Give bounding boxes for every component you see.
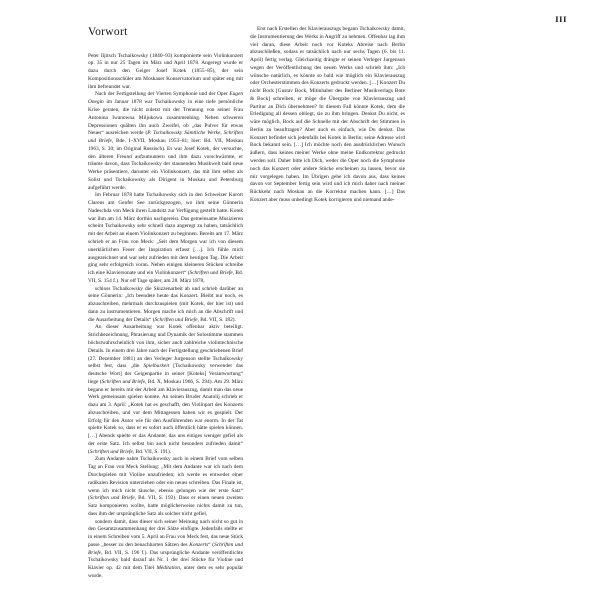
body-paragraph xyxy=(88,519,243,581)
body-paragraph xyxy=(88,286,243,325)
page-content xyxy=(88,26,567,582)
text-run: Nach der Fertigstellung der Vierten Symphonie und der Oper xyxy=(95,91,230,98)
italic-run: Schriften und Briefe xyxy=(154,316,198,323)
text-run: , Bd. VII, S. 182). xyxy=(197,316,236,323)
text-run: , Bd. VII, S. 154 f.). Nur elf Tage später, am 28. März 1878, xyxy=(88,270,244,284)
text-run: Peter Iljitsch Tschaikowsky (1840–93) komponierte sein Violinkonzert op. 35 in nur 25 Tagen im März und April 1878. Angeregt wurde er dazu durch den Geiger Josef Kotek (1855–85), der sein Kompositionsschüler am Moskauer Konservatorium und später eng mit ihm befreundet war. xyxy=(88,52,243,90)
italic-run: Spielbarkeit xyxy=(143,363,170,370)
text-run: , Bd. VII, S. 192). Dass er einen neuen zweiten Satz komponieren wollte, hatte möglicherweise nichts damit zu tun, dass ihm der ursprüngliche Satz als solcher nicht gefiel, xyxy=(88,495,243,517)
italic-run: Konzerts xyxy=(189,541,209,548)
text-run: , Bd. VII, S. 196 f.). Das ursprüngliche Andante veröffentlichte Tschaikowsky bald darauf als Nr. 1 der drei Stücke für Violine und Klavier op. 42 mit dem Titel xyxy=(88,549,243,572)
text-run: Erst nach Erstellen des Klavierauszugs begann Tschaikowsky damit, die Instrumentierung des Werks in Angriff zu nehmen. Offenbar lag ihm viel daran, diese Arbeit noch vor Koteks Abreise nach Berlin abzuschließen, sodass er tatsächlich nach nur sechs Tagen (6. bis 11. April) fertig verlag. Gleichzeitig drängte er seinen Verleger Jurgenson wegen der Veröffentlichung des neuen Werks und schrieb ihm: „Ich wünsche natürlich, es könnte so bald wie möglich ein Klavierauszug oder Orchesterstimmen des Konzerts gedruckt werden. […] Konzert Du nicht Bock [Gustav Bock, Mitinhaber des Berliner Musikverlags Bote & Bock] schreiben, er möge die Übergabe von Klavierauszug und Partitur an Dich übernehmen? In diesem Fall könnte Kotek, dem die Erledigung all dessen obliegt, sie zu ihm bringen. Denkst Du nicht, es wäre möglich, Bock auf die Schnelle mit der Abschrift der Stimmen in Berlin zu beauftragen? Aber auch es einfach, wie Du denkst. Das Konzert befindet sich jedenfalls bei Kotek in Berlin; seine Adresse wird Bock bekannt sein. […] Ich möchte noch den ausdrücklichen Wunsch äußern, dass keines meiner Werke ohne meine Endkorrektur gedruckt werden soll. Daher bitte ich Dich, weder die Oper noch die Symphonie noch das Konzert oder andere Stücke erscheinen zu lassen, bevor sie mir vorgelegen haben. Im Übrigen gehe ich davon aus, dass keines davon vor September fertig sein wird und ich mich daher nach meiner Rückkehr nach Moskau an die Korrektur machen kann. […] Das Konzert aber muss unbedingt Kotek korrigieren und niemand ande- xyxy=(250,26,405,203)
italic-run: Schriften und Briefe xyxy=(89,448,133,455)
text-run: [Tschaikowsky verwendet das deutsche Wort] der Geigenpartie in seiner [Koteks] Verantwortung“ liege ( xyxy=(88,363,243,385)
body-paragraph xyxy=(88,91,243,192)
italic-run: Schriften und Briefe xyxy=(89,495,135,502)
body-paragraph xyxy=(88,53,243,92)
body-paragraph xyxy=(250,26,405,205)
text-run: , Bd. X, Moskau 1966, S. 294). Am 29. März begann er bereits mit der Arbeit am Klavierauszug, damit man das neue Werk gemeinsam spielen konnte. An seinen Bruder Anatolij schrieb er dazu am 3. April: „Kotek hat es geschafft, den Violinpart des Konzerts abzuschreiben, und vor dem Mittagessen haben wir es gespielt. Der Erfolg für den Autor wie für den Ausführenden war enorm. In der Tat spielte Kotek so, dass er es sofort auch öffentlich hätte spielen können. […] Abends spielte er das Andante, das uns einiges weniger gefiel als der erste Satz. Ich selbst bin auch nicht besonders zufrieden damit“ ( xyxy=(88,378,243,455)
italic-run: Schriften und Briefe xyxy=(88,541,243,556)
text-run: Zum Andante nahm Tschaikowsky auch in einem Brief vom selben Tag an Frau von Meck Stellung: „Mit dem Andante war ich nach dem Durchspielen mit Violine unzufrieden; ich werde es entweder einer radikalen Revision unterziehen oder ein neues schreiben. Das Finale ist, wenn ich mich nicht täusche, ebenso gelungen wie der erste Satz“ ( xyxy=(88,456,243,502)
page-number: III xyxy=(555,14,567,24)
italic-run: P. Tschaikowsky Sämtliche Werke, Schriften und Briefe xyxy=(88,130,243,145)
text-run: , Bd. VII, S. 191). xyxy=(132,448,172,455)
page-title: Vorwort xyxy=(88,26,128,38)
body-paragraph xyxy=(88,456,243,518)
text-run: An dieser Ausarbeitung war Kotek offenbar aktiv beteiligt. Strichbezeichnung, Phrasierung und Dynamik der Solostimme stammen höchstwahrscheinlich von ihm, sicher auch zahlreiche violintechnische Details. In einem drei Jahre nach der Fertigstellung geschriebenen Brief (27. Dezember 1881) an den Verleger Jurgenson stellte Tschaikowsky selbst fest, dass „die xyxy=(88,324,243,370)
italic-run: Méditation xyxy=(156,565,180,572)
text-run: sondern damit, dass dieser sich seiner Meinung nach nicht so gut in den Gesamtzusammenhang der drei Sätze einfügte. Jedenfalls stellte er in einem Schreiben vom 5. April an Frau von Meck fest, das neue Stück passe „besser zu den benachbarten Sätzen des xyxy=(88,518,243,548)
text-run: im Januar 1878 war Tschaikowsky in eine tiefe persönliche Krise geraten, die nicht zuletzt mit der Trennung von seiner Frau Antonina Iwanowna Miljukowa zusammenhing. Neben schweren Depressionen quälten ihn auch Zweifel, ob „das Pulver für etwas Neues“ ausreichen werde ( xyxy=(88,99,243,137)
body-paragraph xyxy=(88,324,243,456)
body-paragraph xyxy=(88,192,243,285)
italic-run: Schriften und Briefe xyxy=(101,378,146,385)
text-run: “ ( xyxy=(208,541,215,548)
text-run: , Bde. I–XVII, Moskau 1953–81; hier: Bd. VII, Moskau 1963, S. 30; im Original Russisch). Es war Josef Kotek, der versuchte, den älteren Freund aufzumuntern und ihm dazu vorschwärmte, er träume davon, dass Tschaikowsky der staunenden Musikwelt bald neue Werke präsentiere, darunter ein Violinkonzert, das mit ihm selbst als Solist und Tschaikowsky als Dirigent in Moskau und Petersburg aufgeführt werde. xyxy=(88,138,243,191)
three-column-text-body xyxy=(88,26,567,582)
text-run: Im Februar 1878 hatte Tschaikowsky sich in den Schweizer Kurort Clarens am Genfer See zurückgezogen, wo ihm seine Gönnerin Nadeschda von Meck ihren Landsitz zur Verfügung gestellt hatte. Kotek war ihm am 14. März dorthin nachgereist. Das gemeinsame Musizieren scheint Tschaikowsky sehr schnell dazu angeregt zu haben, tatsächlich mit der Arbeit an einem Violinkonzert zu beginnen. Bereits am 17. März schrieb er an Frau von Meck: „Seit dem Morgen war ich von diesem unerklärlichen Feuer der Inspiration erfasst […]. Ich fühle mich ausgezeichnet und war sehr zufrieden mit dem heutigen Tag. Die Arbeit ging sehr erfolgreich voran. Neben einigen kleineren Stücken schreibe ich eine Klaviersonate und ein Violinkonzert“ ( xyxy=(88,192,243,277)
text-flow xyxy=(88,26,405,582)
text-run: schloss Tschaikowsky die Skizzenarbeit ab und schrieb darüber an seine Gönnerin: „Ich beendete heute das Konzert. Bleibt nur noch, es abzuschreiben, mehrmals durchzuspielen (mit Kotek, der hier ist) und dann zu instrumentieren. Morgen mache ich mich an die Abschrift und die Ausarbeitung der Details“ ( xyxy=(88,285,243,323)
text-run: , unter dem es sehr populär wurde. xyxy=(88,565,243,579)
italic-run: Schriften und Briefe xyxy=(189,270,233,277)
italic-run: Eugen Onegin xyxy=(88,91,243,106)
